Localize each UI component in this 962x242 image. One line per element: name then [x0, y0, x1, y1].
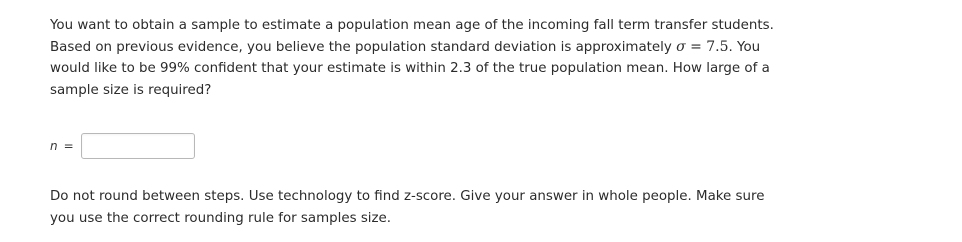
instructions-line-1: Do not round between steps. Use technology to find z-score. Give your answer in whole people. Make sure	[50, 189, 765, 204]
answer-variable-label: n	[50, 139, 58, 153]
question-line-3: would like to be 99% confident that your estimate is within 2.3 of the true population mean. How large of a	[50, 61, 770, 76]
sigma-symbol: σ	[676, 38, 686, 55]
question-text	[50, 15, 910, 101]
answer-row	[50, 131, 195, 161]
sigma-equals: =	[685, 38, 707, 55]
question-line-4: sample size is required?	[50, 82, 212, 98]
sigma-value: 7.5	[706, 38, 729, 55]
instructions-text	[50, 186, 910, 229]
question-line-2-suffix: . You	[728, 39, 761, 55]
question-line-2-prefix: Based on previous evidence, you believe the population standard deviation is approximately	[50, 39, 677, 55]
question-line-2	[50, 37, 910, 59]
instructions-line-2: you use the correct rounding rule for samples size.	[50, 210, 392, 226]
answer-equals-sign: =	[63, 139, 74, 153]
sample-size-input[interactable]	[81, 133, 195, 159]
question-line-1: You want to obtain a sample to estimate a population mean age of the incoming fall term transfer students.	[50, 18, 774, 33]
